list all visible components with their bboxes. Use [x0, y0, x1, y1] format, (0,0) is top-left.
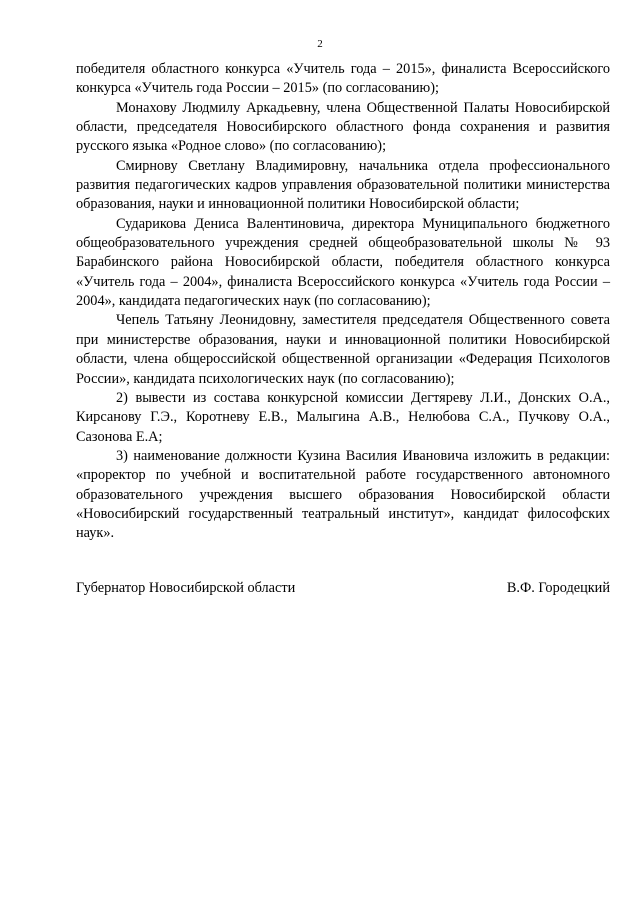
paragraph-smirnova: Смирнову Светлану Владимировну, начальника отдела профессионального развития педагогических кадров управления образовательной политики министерства образования, науки и инновационной политики Новосибирской области; — [76, 157, 610, 213]
paragraph-item-3: 3) наименование должности Кузина Василия Ивановича изложить в редакции: «проректор по учебной и воспитательной работе государственного автономного образовательного учреждения высшего образования Новосибирской области «Новосибирский государственный театральный институт», кандидат философских наук». — [76, 447, 610, 542]
paragraph-monakhova: Монахову Людмилу Аркадьевну, члена Общественной Палаты Новосибирской области, председателя Новосибирского областного фонда сохранения и развития русского языка «Родное слово» (по согласованию); — [76, 99, 610, 155]
document-body — [76, 60, 610, 544]
paragraph-item-2: 2) вывести из состава конкурсной комиссии Дегтяреву Л.И., Донских О.А., Кирсанову Г.Э., Коротневу Е.В., Малыгина А.В., Нелюбова С.А., Пучкову О.А., Сазонова Е.А; — [76, 389, 610, 445]
signatory-position: Губернатор Новосибирской области — [76, 580, 296, 596]
signatory-name: В.Ф. Городецкий — [506, 580, 610, 596]
signature-block — [76, 580, 610, 597]
paragraph-continuation: победителя областного конкурса «Учитель года – 2015», финалиста Всероссийского конкурса «Учитель года России – 2015» (по согласованию); — [76, 61, 610, 97]
page-number: 2 — [317, 38, 323, 50]
paragraph-sudarikov: Сударикова Дениса Валентиновича, директора Муниципального бюджетного общеобразовательного учреждения средней общеобразовательной школы № 93 Барабинского района Новосибирской области, победителя областного конкурса «Учитель года – 2004», финалиста Всероссийского конкурса «Учитель года России – 2004», кандидата педагогических наук (по согласованию); — [76, 215, 610, 310]
paragraph-chepel: Чепель Татьяну Леонидовну, заместителя председателя Общественного совета при министерстве образования, науки и инновационной политики Новосибирской области, члена общероссийской общественной организации «Федерация Психологов России», кандидата психологических наук (по согласованию); — [76, 312, 610, 387]
